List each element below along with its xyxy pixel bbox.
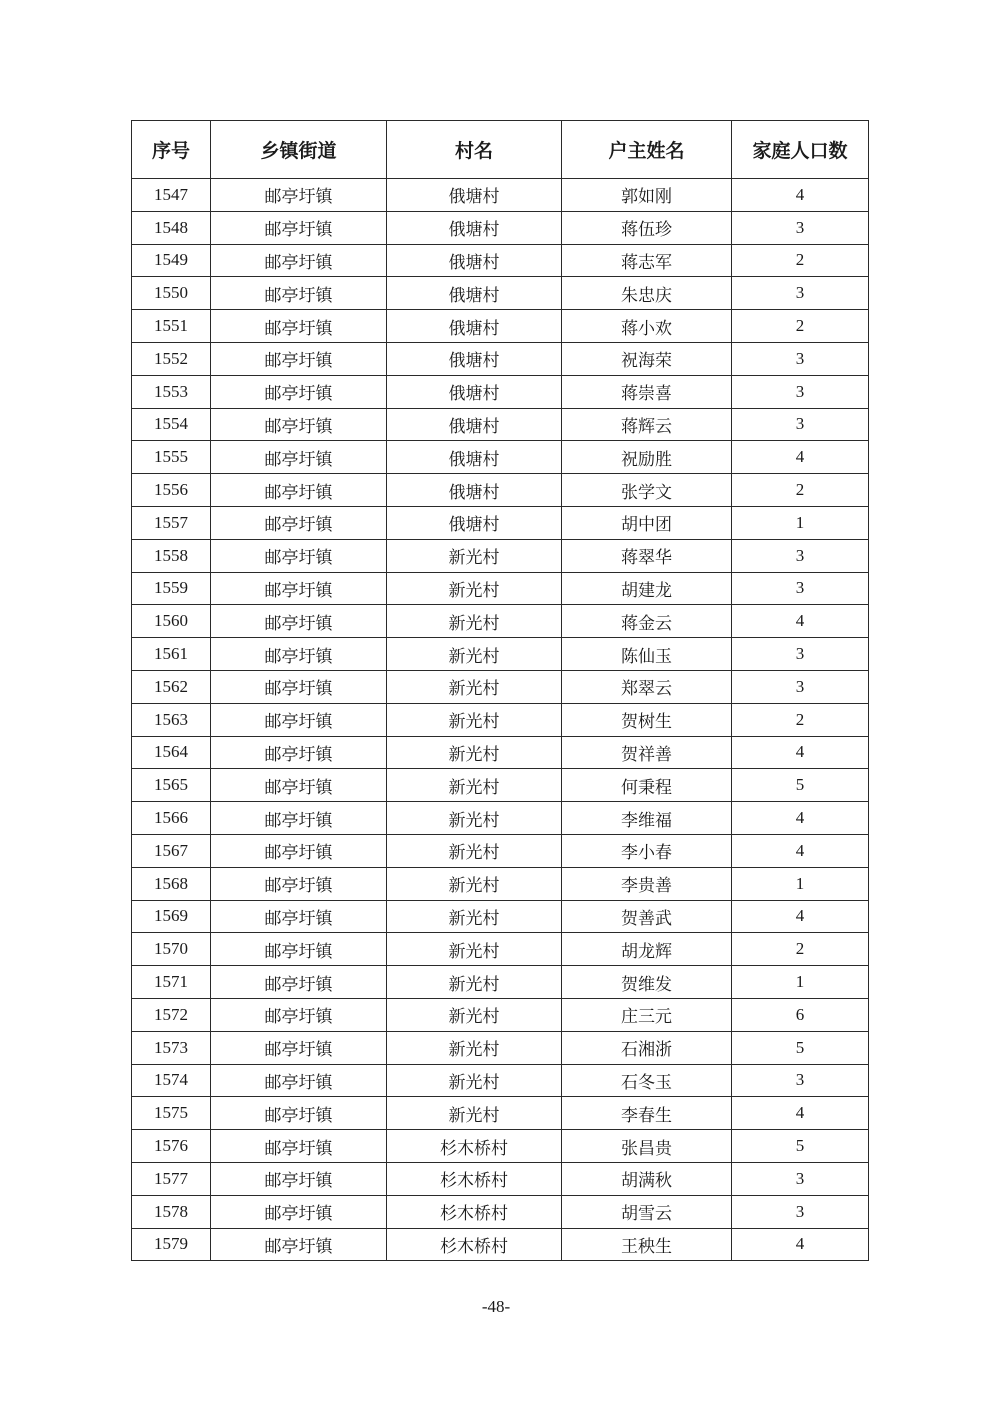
cell-household-size: 5	[732, 1130, 869, 1163]
cell-householder-name: 胡雪云	[562, 1195, 732, 1228]
cell-serial-number: 1571	[132, 966, 211, 999]
cell-township: 邮亭圩镇	[211, 1031, 387, 1064]
cell-serial-number: 1579	[132, 1228, 211, 1261]
cell-township: 邮亭圩镇	[211, 441, 387, 474]
cell-householder-name: 贺维发	[562, 966, 732, 999]
cell-household-size: 4	[732, 736, 869, 769]
cell-householder-name: 何秉程	[562, 769, 732, 802]
cell-household-size: 1	[732, 867, 869, 900]
cell-serial-number: 1554	[132, 408, 211, 441]
cell-serial-number: 1567	[132, 834, 211, 867]
table-row	[132, 998, 869, 1031]
table-row	[132, 670, 869, 703]
cell-household-size: 4	[732, 834, 869, 867]
table-row	[132, 1031, 869, 1064]
cell-serial-number: 1549	[132, 244, 211, 277]
cell-township: 邮亭圩镇	[211, 998, 387, 1031]
cell-township: 邮亭圩镇	[211, 474, 387, 507]
cell-village: 新光村	[387, 1097, 562, 1130]
cell-serial-number: 1561	[132, 638, 211, 671]
table-row	[132, 834, 869, 867]
cell-village: 俄塘村	[387, 244, 562, 277]
cell-householder-name: 郭如刚	[562, 179, 732, 212]
cell-serial-number: 1555	[132, 441, 211, 474]
cell-household-size: 4	[732, 1097, 869, 1130]
cell-household-size: 4	[732, 605, 869, 638]
cell-village: 俄塘村	[387, 342, 562, 375]
cell-township: 邮亭圩镇	[211, 1228, 387, 1261]
cell-serial-number: 1573	[132, 1031, 211, 1064]
cell-township: 邮亭圩镇	[211, 572, 387, 605]
cell-village: 俄塘村	[387, 211, 562, 244]
cell-village: 杉木桥村	[387, 1195, 562, 1228]
table-row	[132, 342, 869, 375]
cell-household-size: 4	[732, 802, 869, 835]
household-roster-table	[131, 120, 869, 1261]
cell-household-size: 5	[732, 769, 869, 802]
cell-township: 邮亭圩镇	[211, 244, 387, 277]
cell-householder-name: 胡中团	[562, 506, 732, 539]
cell-householder-name: 蒋志军	[562, 244, 732, 277]
cell-householder-name: 贺祥善	[562, 736, 732, 769]
cell-village: 俄塘村	[387, 179, 562, 212]
table-row	[132, 966, 869, 999]
table-row	[132, 736, 869, 769]
cell-village: 俄塘村	[387, 408, 562, 441]
cell-serial-number: 1552	[132, 342, 211, 375]
cell-household-size: 3	[732, 1064, 869, 1097]
cell-household-size: 4	[732, 900, 869, 933]
cell-householder-name: 石湘浙	[562, 1031, 732, 1064]
cell-serial-number: 1564	[132, 736, 211, 769]
cell-village: 俄塘村	[387, 474, 562, 507]
table-row	[132, 506, 869, 539]
cell-serial-number: 1556	[132, 474, 211, 507]
cell-householder-name: 蒋伍珍	[562, 211, 732, 244]
cell-township: 邮亭圩镇	[211, 1097, 387, 1130]
cell-township: 邮亭圩镇	[211, 638, 387, 671]
cell-householder-name: 蒋翠华	[562, 539, 732, 572]
table-row	[132, 277, 869, 310]
cell-householder-name: 蒋崇喜	[562, 375, 732, 408]
cell-village: 新光村	[387, 605, 562, 638]
cell-householder-name: 蒋小欢	[562, 310, 732, 343]
table-row	[132, 539, 869, 572]
cell-serial-number: 1550	[132, 277, 211, 310]
cell-serial-number: 1548	[132, 211, 211, 244]
header-serial-number: 序号	[132, 121, 211, 179]
cell-township: 邮亭圩镇	[211, 539, 387, 572]
cell-household-size: 3	[732, 211, 869, 244]
cell-township: 邮亭圩镇	[211, 179, 387, 212]
cell-village: 新光村	[387, 670, 562, 703]
cell-township: 邮亭圩镇	[211, 670, 387, 703]
table-row	[132, 244, 869, 277]
cell-village: 新光村	[387, 1064, 562, 1097]
cell-village: 俄塘村	[387, 441, 562, 474]
cell-serial-number: 1570	[132, 933, 211, 966]
cell-village: 新光村	[387, 769, 562, 802]
cell-township: 邮亭圩镇	[211, 211, 387, 244]
cell-householder-name: 张昌贵	[562, 1130, 732, 1163]
cell-household-size: 6	[732, 998, 869, 1031]
cell-householder-name: 张学文	[562, 474, 732, 507]
cell-household-size: 2	[732, 474, 869, 507]
table-row	[132, 474, 869, 507]
header-village: 村名	[387, 121, 562, 179]
cell-household-size: 4	[732, 441, 869, 474]
cell-village: 杉木桥村	[387, 1162, 562, 1195]
table-row	[132, 1228, 869, 1261]
cell-village: 俄塘村	[387, 375, 562, 408]
cell-household-size: 4	[732, 1228, 869, 1261]
cell-serial-number: 1562	[132, 670, 211, 703]
cell-serial-number: 1557	[132, 506, 211, 539]
cell-household-size: 4	[732, 179, 869, 212]
cell-township: 邮亭圩镇	[211, 1064, 387, 1097]
cell-township: 邮亭圩镇	[211, 703, 387, 736]
table-row	[132, 441, 869, 474]
cell-township: 邮亭圩镇	[211, 802, 387, 835]
cell-household-size: 3	[732, 408, 869, 441]
cell-household-size: 2	[732, 310, 869, 343]
cell-township: 邮亭圩镇	[211, 769, 387, 802]
cell-householder-name: 胡建龙	[562, 572, 732, 605]
cell-householder-name: 贺树生	[562, 703, 732, 736]
cell-serial-number: 1565	[132, 769, 211, 802]
cell-township: 邮亭圩镇	[211, 900, 387, 933]
table-row	[132, 1195, 869, 1228]
cell-household-size: 5	[732, 1031, 869, 1064]
cell-village: 新光村	[387, 1031, 562, 1064]
cell-township: 邮亭圩镇	[211, 277, 387, 310]
table-row	[132, 867, 869, 900]
cell-household-size: 1	[732, 506, 869, 539]
cell-township: 邮亭圩镇	[211, 310, 387, 343]
cell-household-size: 3	[732, 670, 869, 703]
cell-serial-number: 1576	[132, 1130, 211, 1163]
cell-township: 邮亭圩镇	[211, 605, 387, 638]
cell-village: 新光村	[387, 802, 562, 835]
cell-serial-number: 1559	[132, 572, 211, 605]
cell-householder-name: 石冬玉	[562, 1064, 732, 1097]
page-number: -48-	[481, 1297, 511, 1316]
cell-serial-number: 1558	[132, 539, 211, 572]
table-header	[132, 121, 869, 179]
cell-householder-name: 祝励胜	[562, 441, 732, 474]
cell-householder-name: 庄三元	[562, 998, 732, 1031]
cell-village: 新光村	[387, 572, 562, 605]
cell-township: 邮亭圩镇	[211, 933, 387, 966]
table-row	[132, 703, 869, 736]
cell-householder-name: 王秧生	[562, 1228, 732, 1261]
cell-village: 俄塘村	[387, 506, 562, 539]
cell-serial-number: 1563	[132, 703, 211, 736]
cell-household-size: 1	[732, 966, 869, 999]
cell-serial-number: 1575	[132, 1097, 211, 1130]
cell-serial-number: 1551	[132, 310, 211, 343]
table-row	[132, 572, 869, 605]
header-township: 乡镇街道	[211, 121, 387, 179]
cell-township: 邮亭圩镇	[211, 1130, 387, 1163]
table-row	[132, 408, 869, 441]
cell-householder-name: 李春生	[562, 1097, 732, 1130]
cell-village: 新光村	[387, 539, 562, 572]
cell-township: 邮亭圩镇	[211, 966, 387, 999]
table-body	[132, 179, 869, 1261]
cell-village: 杉木桥村	[387, 1228, 562, 1261]
cell-village: 新光村	[387, 834, 562, 867]
cell-household-size: 3	[732, 539, 869, 572]
cell-village: 新光村	[387, 736, 562, 769]
cell-householder-name: 李小春	[562, 834, 732, 867]
cell-householder-name: 胡龙辉	[562, 933, 732, 966]
table-row	[132, 1162, 869, 1195]
cell-household-size: 3	[732, 277, 869, 310]
table-row	[132, 638, 869, 671]
table-row	[132, 933, 869, 966]
cell-householder-name: 陈仙玉	[562, 638, 732, 671]
cell-household-size: 3	[732, 342, 869, 375]
table-row	[132, 179, 869, 212]
cell-serial-number: 1572	[132, 998, 211, 1031]
cell-serial-number: 1553	[132, 375, 211, 408]
cell-township: 邮亭圩镇	[211, 867, 387, 900]
table-row	[132, 375, 869, 408]
cell-village: 新光村	[387, 933, 562, 966]
cell-household-size: 2	[732, 244, 869, 277]
cell-serial-number: 1574	[132, 1064, 211, 1097]
cell-household-size: 2	[732, 933, 869, 966]
cell-household-size: 3	[732, 375, 869, 408]
cell-household-size: 2	[732, 703, 869, 736]
table-row	[132, 900, 869, 933]
cell-township: 邮亭圩镇	[211, 375, 387, 408]
cell-township: 邮亭圩镇	[211, 506, 387, 539]
cell-serial-number: 1568	[132, 867, 211, 900]
cell-village: 俄塘村	[387, 277, 562, 310]
cell-householder-name: 李维福	[562, 802, 732, 835]
header-row	[132, 121, 869, 179]
cell-village: 新光村	[387, 867, 562, 900]
cell-household-size: 3	[732, 638, 869, 671]
cell-serial-number: 1569	[132, 900, 211, 933]
cell-township: 邮亭圩镇	[211, 408, 387, 441]
cell-village: 新光村	[387, 703, 562, 736]
table-row	[132, 605, 869, 638]
cell-householder-name: 蒋辉云	[562, 408, 732, 441]
cell-township: 邮亭圩镇	[211, 1162, 387, 1195]
cell-township: 邮亭圩镇	[211, 834, 387, 867]
table-row	[132, 1064, 869, 1097]
cell-village: 俄塘村	[387, 310, 562, 343]
cell-serial-number: 1577	[132, 1162, 211, 1195]
cell-serial-number: 1578	[132, 1195, 211, 1228]
cell-village: 新光村	[387, 998, 562, 1031]
cell-serial-number: 1566	[132, 802, 211, 835]
cell-household-size: 3	[732, 1162, 869, 1195]
cell-householder-name: 胡满秋	[562, 1162, 732, 1195]
cell-serial-number: 1560	[132, 605, 211, 638]
cell-householder-name: 蒋金云	[562, 605, 732, 638]
cell-township: 邮亭圩镇	[211, 342, 387, 375]
cell-householder-name: 李贵善	[562, 867, 732, 900]
table-row	[132, 310, 869, 343]
cell-householder-name: 祝海荣	[562, 342, 732, 375]
cell-village: 新光村	[387, 900, 562, 933]
header-householder-name: 户主姓名	[562, 121, 732, 179]
table-row	[132, 802, 869, 835]
cell-household-size: 3	[732, 572, 869, 605]
table-row	[132, 1097, 869, 1130]
cell-village: 杉木桥村	[387, 1130, 562, 1163]
cell-township: 邮亭圩镇	[211, 1195, 387, 1228]
cell-householder-name: 朱忠庆	[562, 277, 732, 310]
cell-householder-name: 郑翠云	[562, 670, 732, 703]
header-household-size: 家庭人口数	[732, 121, 869, 179]
table-row	[132, 1130, 869, 1163]
table-row	[132, 211, 869, 244]
cell-village: 新光村	[387, 966, 562, 999]
cell-household-size: 3	[732, 1195, 869, 1228]
cell-serial-number: 1547	[132, 179, 211, 212]
cell-village: 新光村	[387, 638, 562, 671]
cell-township: 邮亭圩镇	[211, 736, 387, 769]
cell-householder-name: 贺善武	[562, 900, 732, 933]
table-row	[132, 769, 869, 802]
